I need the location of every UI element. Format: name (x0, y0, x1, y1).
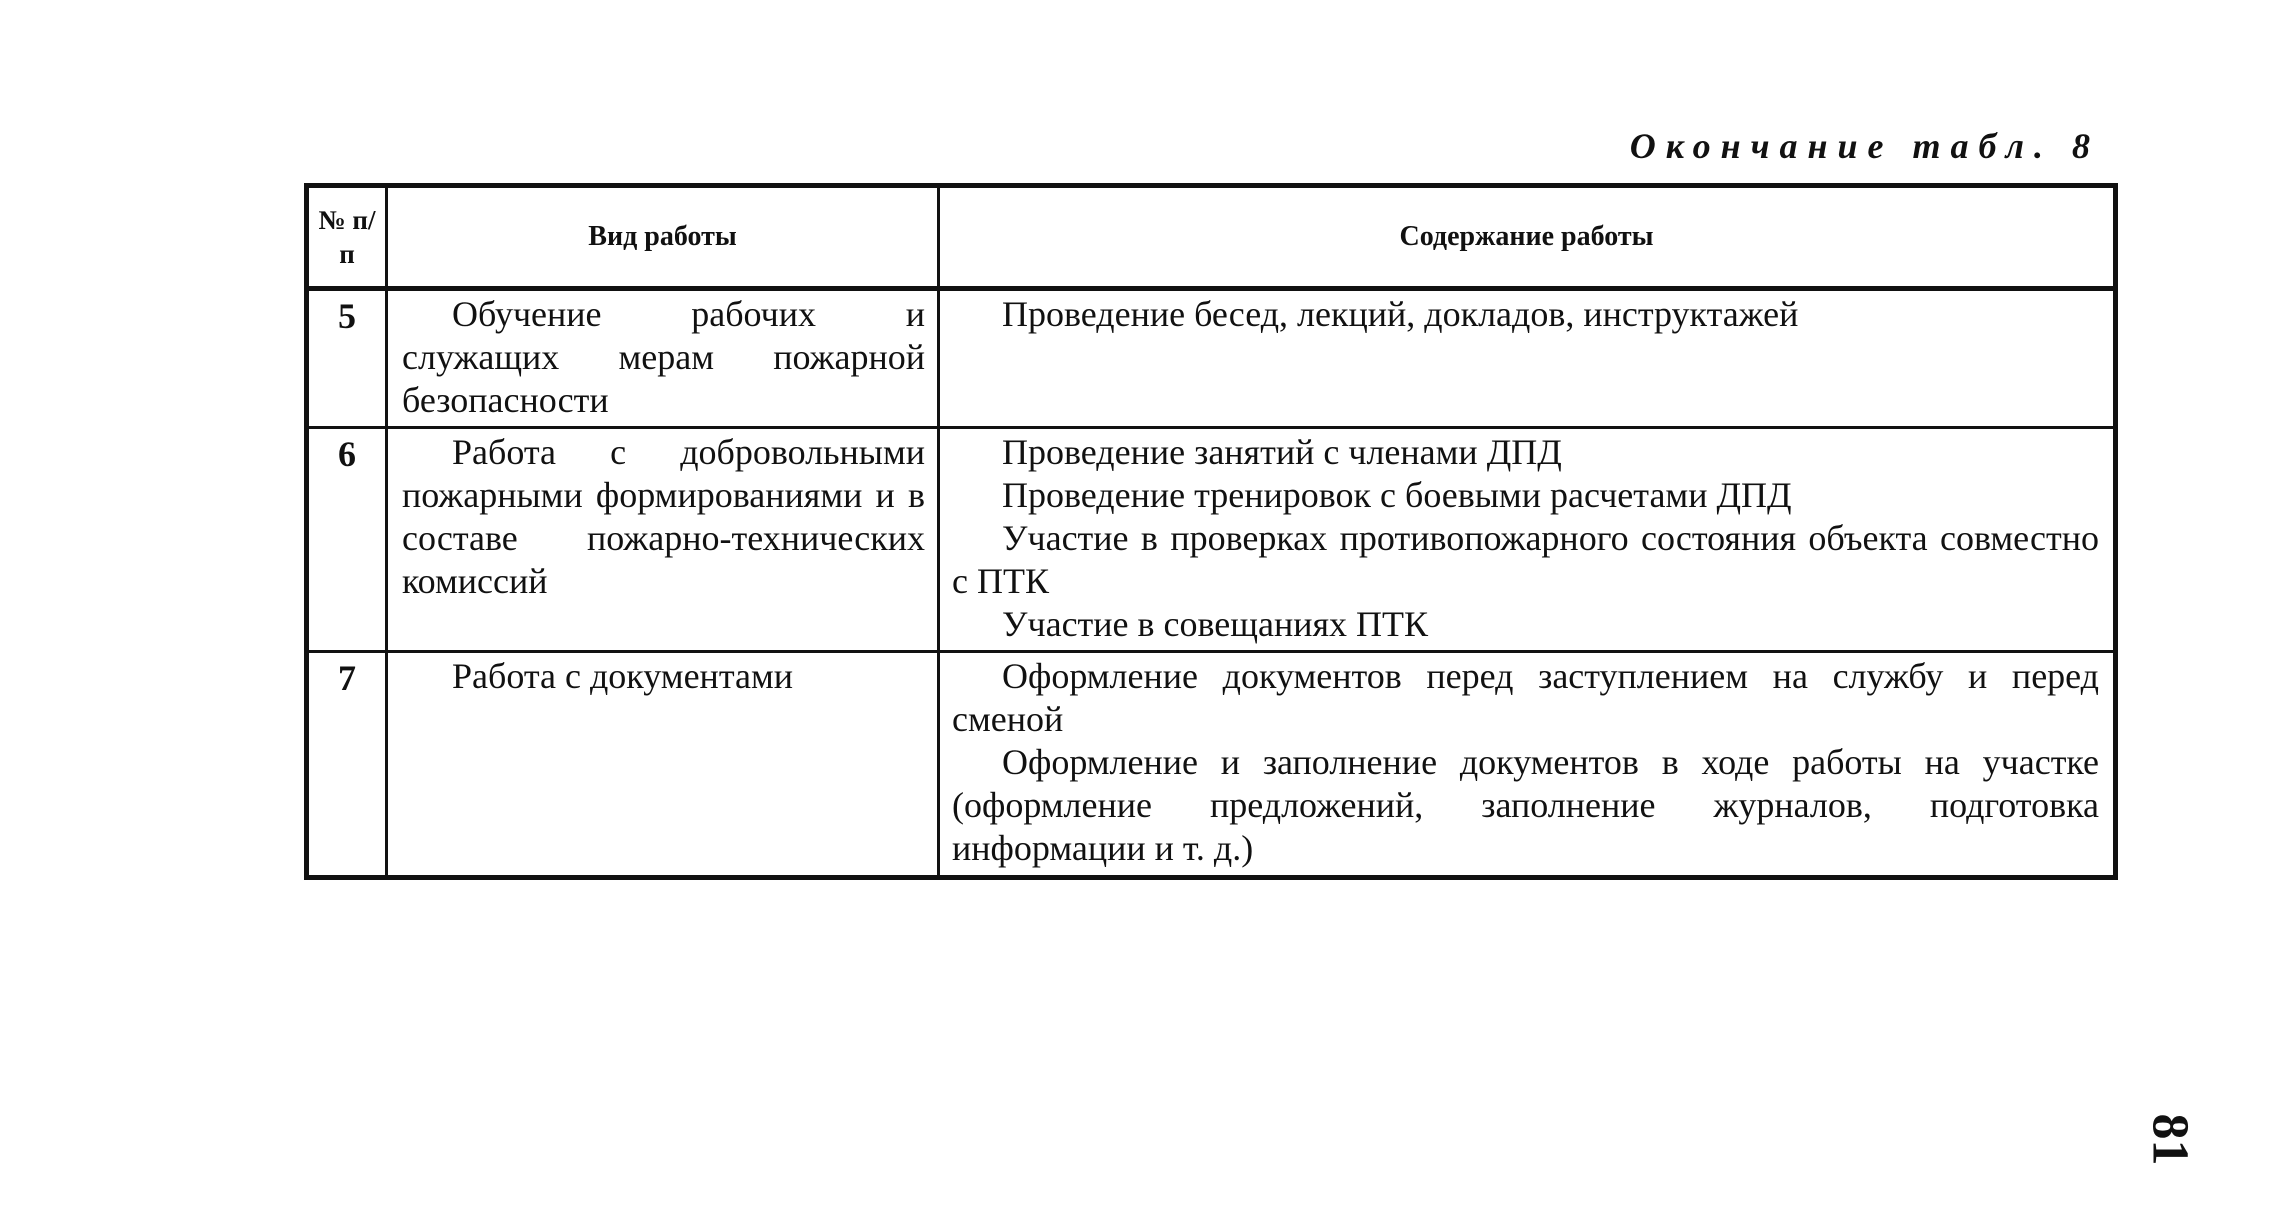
content-paragraph: Оформление и заполнение документов в ходе работы на участке (оформление предложений, заполнение журналов, подготовка информации и т. д.) (952, 742, 2099, 868)
row-content (939, 652, 2116, 878)
work-table (304, 183, 2118, 880)
row-num: 6 (307, 428, 387, 652)
content-paragraph: Проведение занятий с членами ДПД (1002, 432, 1562, 472)
content-paragraph: Проведение тренировок с боевыми расчетами ДПД (1002, 475, 1792, 515)
row-kind-text: Обучение рабочих и служащих мерам пожарной безопасности (402, 294, 925, 420)
table-row (307, 289, 2116, 428)
row-num: 7 (307, 652, 387, 878)
row-kind (387, 289, 939, 428)
row-kind-text: Работа с добровольными пожарными формированиями и в составе пожарно-технических комиссий (402, 432, 925, 601)
header-content: Содержание работы (939, 186, 2116, 289)
row-kind-text: Работа с документами (452, 656, 794, 696)
row-kind (387, 428, 939, 652)
table-header-row (307, 186, 2116, 289)
table-row (307, 652, 2116, 878)
row-content (939, 289, 2116, 428)
content-paragraph: Участие в проверках противопожарного состояния объекта совместно с ПТК (952, 518, 2099, 601)
page-number: 81 (2141, 1113, 2199, 1166)
table-row (307, 428, 2116, 652)
header-num: № п/п (307, 186, 387, 289)
content-paragraph: Участие в совещаниях ПТК (1002, 604, 1429, 644)
table-caption: Окончание табл. 8 (1629, 126, 2100, 166)
row-content (939, 428, 2116, 652)
header-kind: Вид работы (387, 186, 939, 289)
row-kind (387, 652, 939, 878)
content-paragraph: Проведение бесед, лекций, докладов, инструктажей (1002, 294, 1799, 334)
content-paragraph: Оформление документов перед заступлением на службу и перед сменой (952, 656, 2099, 739)
row-num: 5 (307, 289, 387, 428)
